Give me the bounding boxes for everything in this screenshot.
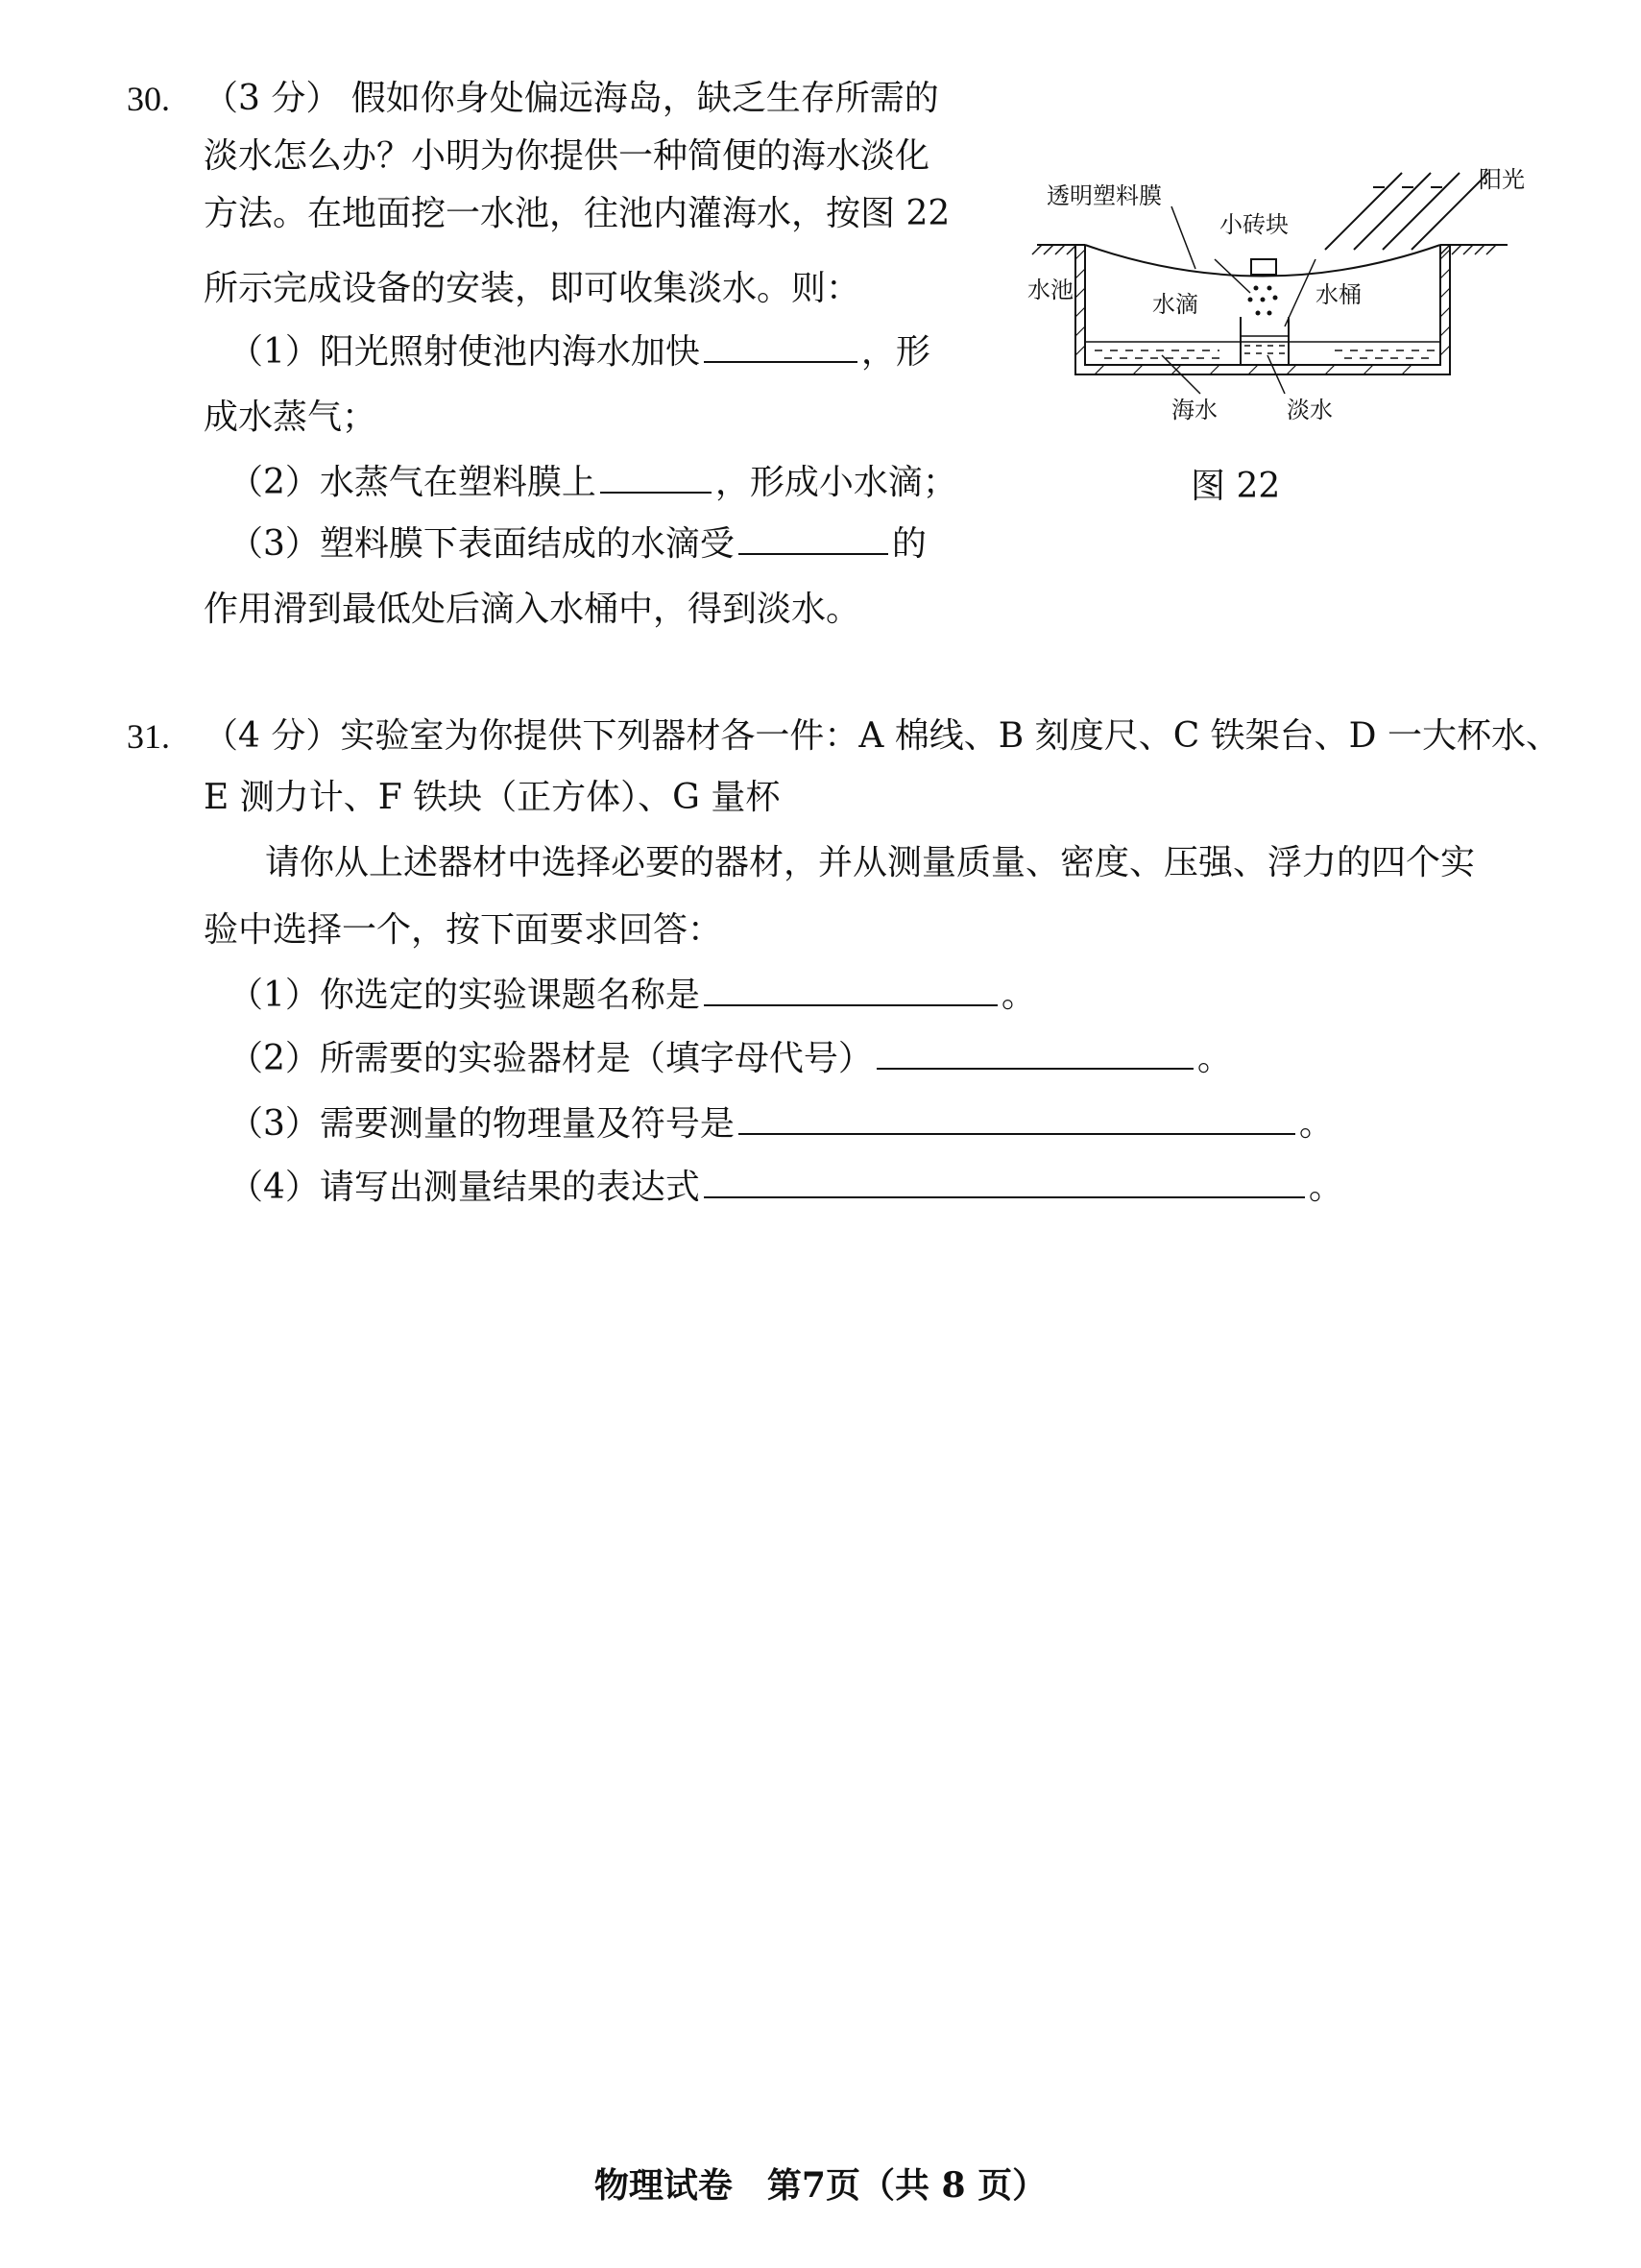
q30-sub1-blank[interactable] [704,326,857,363]
q30-line-2: 淡水怎么办？小明为你提供一种简便的海水淡化 [204,136,930,176]
label-bucket: 水桶 [1315,281,1362,308]
q31-line-4: 验中选择一个，按下面要求回答： [204,910,723,950]
q30-line-4: 所示完成设备的安装，即可收集淡水。则： [204,269,861,308]
q30-sub2-blank[interactable] [600,457,712,494]
q31-sub3-end: 。 [1298,1104,1334,1144]
q31-sub1-end: 。 [1001,976,1036,1015]
q31-number: 31. [127,717,170,756]
q31-sub1 [229,970,1036,1020]
q30-line-1: （3 分） 假如你身处偏远海岛，缺乏生存所需的 [204,79,939,118]
label-film: 透明塑料膜 [1047,182,1162,209]
q30-sub2-tail: ，形成小水滴； [714,463,957,502]
brick [1251,259,1276,275]
label-sun: 阳光 [1479,166,1525,193]
label-brick: 小砖块 [1219,211,1289,238]
label-drop: 水滴 [1152,291,1198,318]
q31-sub1-text: （1）你选定的实验课题名称是 [229,976,700,1015]
q31-sub4-end: 。 [1308,1168,1343,1207]
label-freshwater: 淡水 [1287,397,1333,423]
q31-sub4 [229,1162,1343,1212]
q30-sub1-tail: ，形 [860,332,930,372]
q30-sub3 [229,519,927,568]
figure-22 [1027,154,1565,442]
q30-line-3: 方法。在地面挖一水池，往池内灌海水，按图 22 [204,194,951,233]
q30-sub3-text: （3）塑料膜下表面结成的水滴受 [229,524,735,564]
q30-sub2-text: （2）水蒸气在塑料膜上 [229,463,596,502]
q30-sub3-cont: 作用滑到最低处后滴入水桶中，得到淡水。 [204,590,861,629]
q30-sub1 [229,326,930,376]
q30-sub3-blank[interactable] [738,519,888,555]
figure-caption: 图 22 [1191,467,1281,506]
water-drops [1248,286,1278,316]
label-pool: 水池 [1027,277,1074,303]
label-seawater: 海水 [1171,397,1218,423]
q30-number: 30. [127,80,170,118]
bucket [1241,317,1289,365]
q31-sub2-end: 。 [1196,1039,1232,1078]
q31-sub2 [229,1033,1232,1083]
page-footer: 物理试卷 第7页（共 8 页） [593,2165,1048,2206]
q31-line-1: （4 分）实验室为你提供下列器材各一件：A 棉线、B 刻度尺、C 铁架台、D 一大杯水、 [204,716,1560,756]
q31-sub4-blank[interactable] [704,1162,1305,1198]
q30-sub1-cont: 成水蒸气； [204,398,377,437]
sunlight-rays [1325,173,1488,250]
q31-sub3-text: （3）需要测量的物理量及符号是 [229,1104,735,1144]
q31-sub3 [229,1098,1334,1148]
q31-line-2: E 测力计、F 铁块（正方体）、G 量杯 [204,778,781,817]
q31-sub3-blank[interactable] [738,1098,1295,1135]
q31-sub2-text: （2）所需要的实验器材是（填字母代号） [229,1039,873,1078]
q30-sub2 [229,457,957,507]
q31-line-3: 请你从上述器材中选择必要的器材，并从测量质量、密度、压强、浮力的四个实 [265,843,1476,882]
q31-sub1-blank[interactable] [704,970,998,1006]
q30-sub3-tail: 的 [891,524,927,564]
q30-sub1-text: （1）阳光照射使池内海水加快 [229,332,700,372]
q31-sub4-text: （4）请写出测量结果的表达式 [229,1168,700,1207]
q31-sub2-blank[interactable] [877,1033,1194,1070]
